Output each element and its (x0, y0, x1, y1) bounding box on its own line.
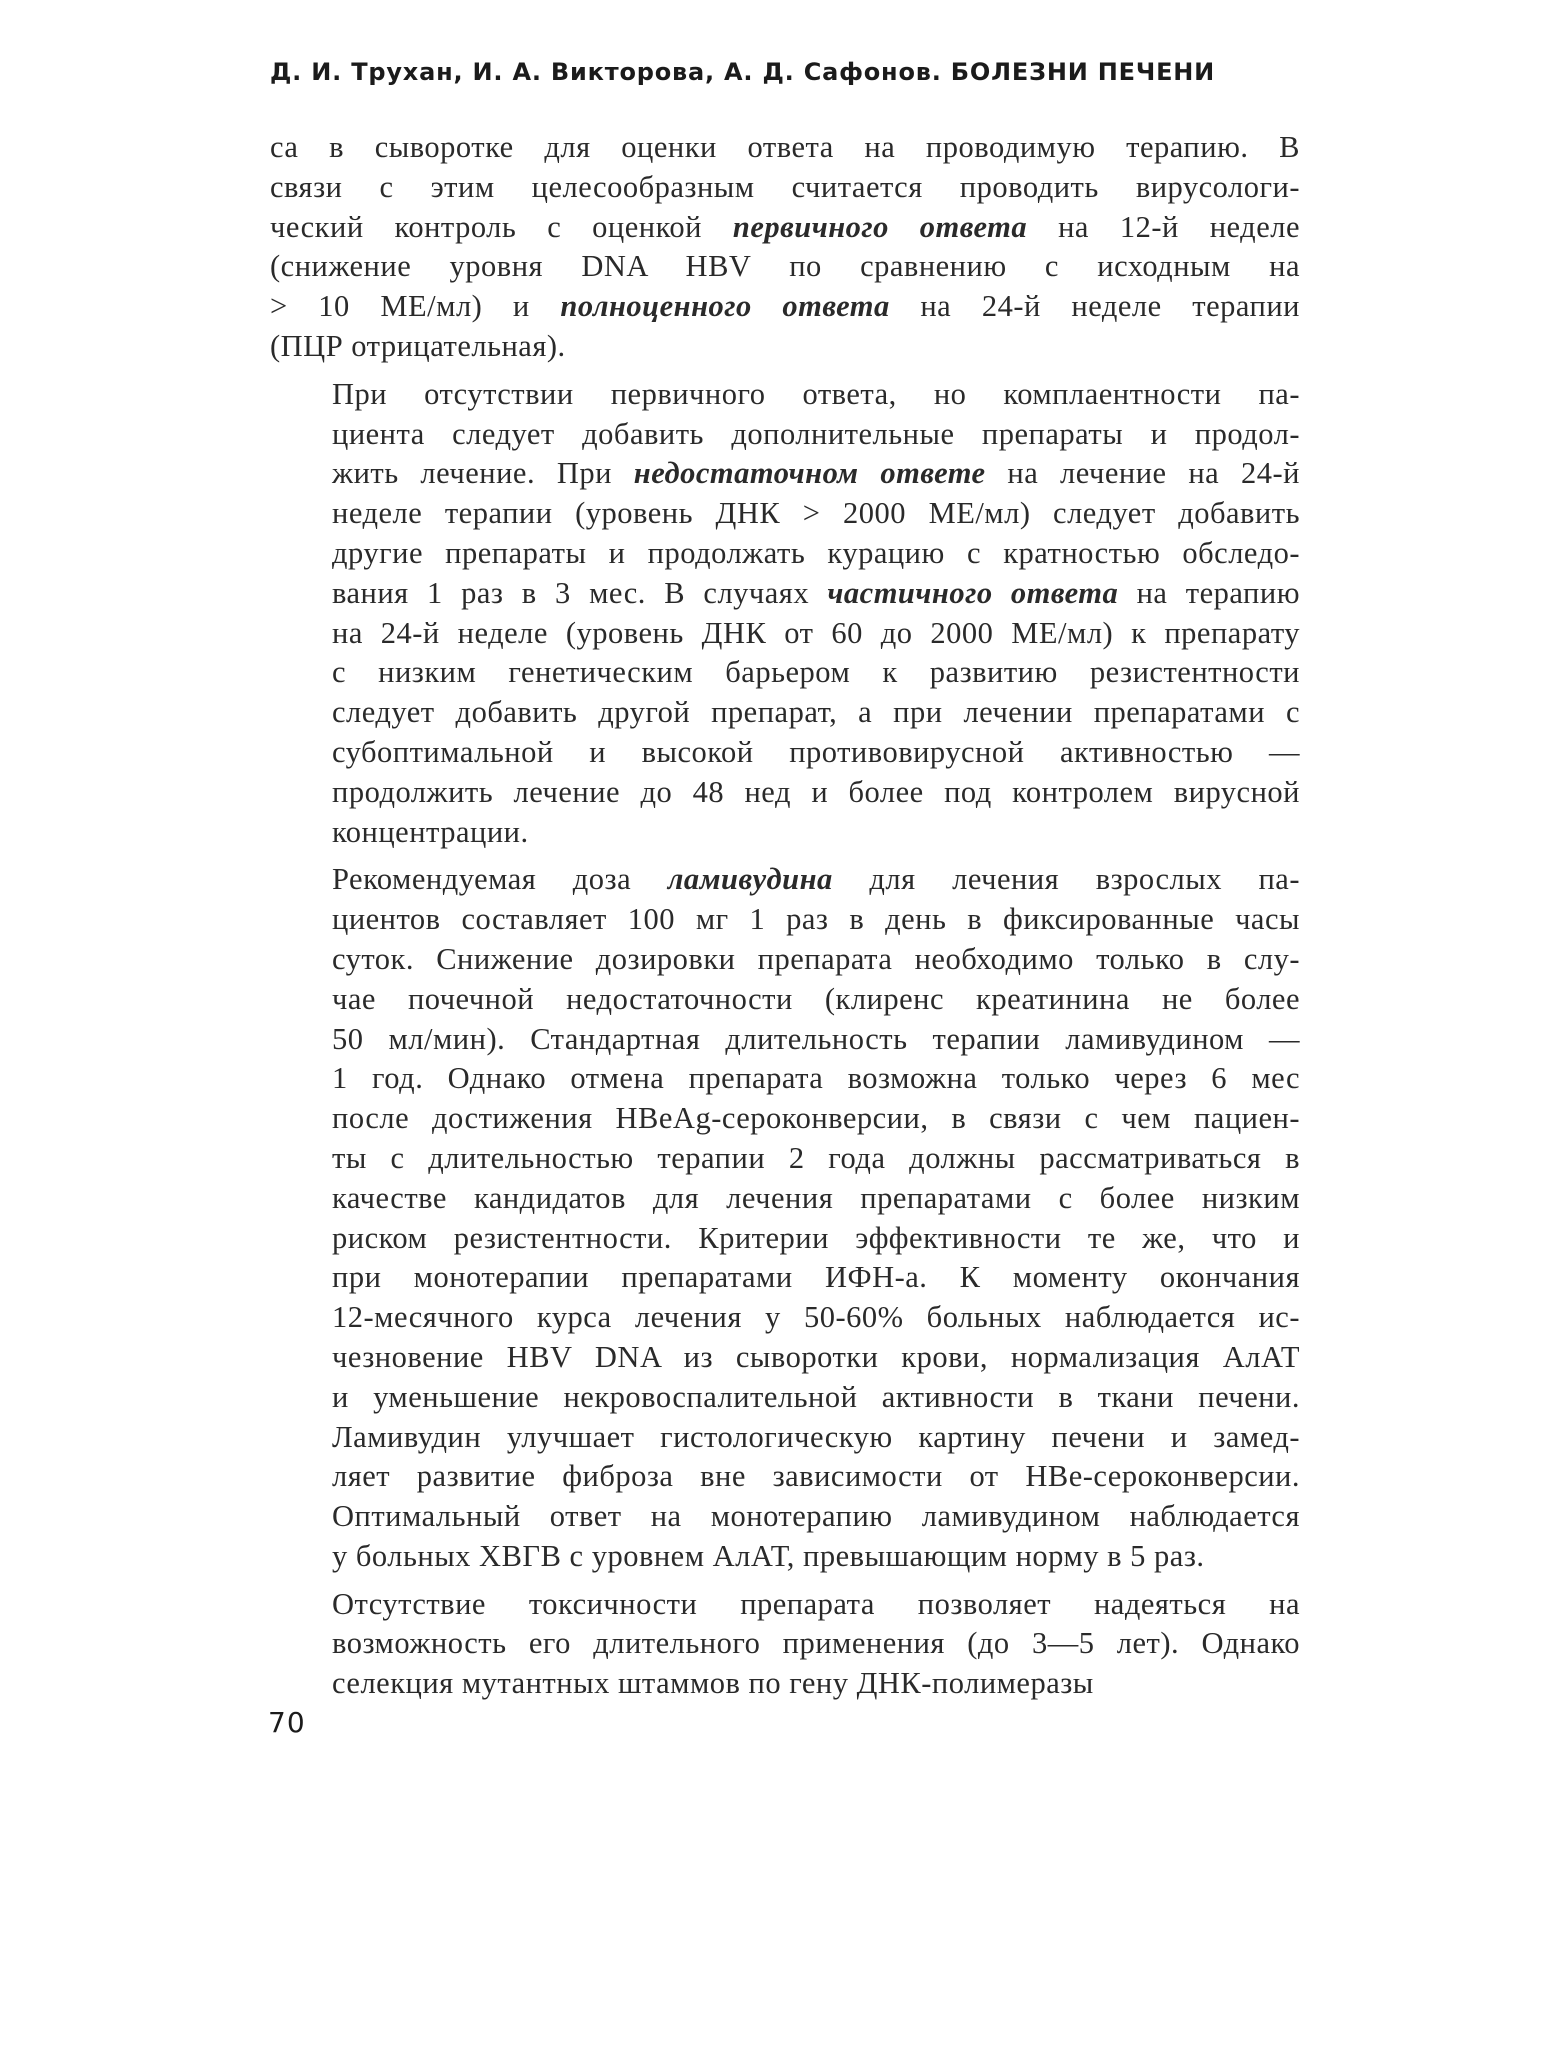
text-run: циентов составляет 100 мг 1 раз в день в фиксированные часы (332, 902, 1300, 937)
text-line (270, 287, 1300, 327)
text-run: на 24-й неделе (уровень ДНК от 60 до 2000 МЕ/мл) к препарату (332, 615, 1300, 650)
text-line (270, 940, 1300, 980)
text-line (270, 1378, 1300, 1418)
text-run: качестве кандидатов для лечения препаратами с более низким (332, 1180, 1300, 1215)
emphasized-term: частичного ответа (827, 575, 1119, 610)
emphasized-term: полноценного ответа (560, 289, 890, 324)
emphasized-term: недостаточном ответе (633, 456, 986, 491)
emphasized-term: первичного ответа (732, 209, 1028, 244)
text-run: субоптимальной и высокой противовирусной активностью — (332, 734, 1300, 769)
text-line (270, 1418, 1300, 1458)
text-line (270, 1585, 1300, 1625)
text-run: Рекомендуемая доза (332, 862, 668, 897)
text-line (270, 900, 1300, 940)
text-line (270, 773, 1300, 813)
text-run: после достижения HBeAg-сероконверсии, в связи с чем пациен- (332, 1101, 1300, 1136)
page-number: 70 (268, 1706, 306, 1739)
paragraph (270, 860, 1300, 1576)
text-line (270, 1099, 1300, 1139)
text-run: жить лечение. При (332, 456, 634, 491)
text-run: на 12-й неделе (1027, 209, 1300, 244)
paragraph (270, 128, 1300, 367)
text-run: для лечения взрослых па- (832, 862, 1300, 897)
text-line (270, 208, 1300, 248)
paragraph (270, 375, 1300, 853)
text-run: 50 мл/мин). Стандартная длительность терапии ламивудином — (332, 1021, 1300, 1056)
text-run: возможность его длительного применения (до 3—5 лет). Однако (332, 1626, 1300, 1661)
text-run: связи с этим целесообразным считается проводить вирусологи- (270, 169, 1300, 204)
text-line (270, 1457, 1300, 1497)
text-run: Оптимальный ответ на монотерапию ламивудином наблюдается (332, 1499, 1300, 1534)
text-run: ты с длительностью терапии 2 года должны рассматриваться в (332, 1140, 1300, 1175)
text-line (270, 574, 1300, 614)
text-run: при монотерапии препаратами ИФН-а. К моменту окончания (332, 1260, 1300, 1295)
text-run: риском резистентности. Критерии эффективности те же, что и (332, 1220, 1300, 1255)
text-line (270, 813, 1300, 853)
text-line (270, 494, 1300, 534)
text-run: на 24-й неделе терапии (889, 289, 1300, 324)
text-run: Отсутствие токсичности препарата позволяет надеяться на (332, 1586, 1300, 1621)
text-run: селекция мутантных штаммов по гену ДНК-полимеразы (332, 1666, 1094, 1701)
text-line (270, 1059, 1300, 1099)
text-run: неделе терапии (уровень ДНК > 2000 МЕ/мл) следует добавить (332, 496, 1300, 531)
text-run: у больных ХВГВ с уровнем АлАТ, превышающим норму в 5 раз. (332, 1538, 1205, 1573)
text-run: и уменьшение некровоспалительной активности в ткани печени. (332, 1379, 1300, 1414)
paragraph (270, 1585, 1300, 1704)
text-line (270, 1624, 1300, 1664)
text-line (270, 1179, 1300, 1219)
text-line (270, 534, 1300, 574)
text-run: концентрации. (332, 814, 529, 849)
text-line (270, 247, 1300, 287)
text-line (270, 454, 1300, 494)
emphasized-term: ламивудина (667, 862, 833, 897)
text-line (270, 375, 1300, 415)
text-run: продолжить лечение до 48 нед и более под контролем вирусной (332, 774, 1300, 809)
text-run: чае почечной недостаточности (клиренс креатинина не более (332, 981, 1300, 1016)
text-run: (снижение уровня DNA HBV по сравнению с исходным на (270, 249, 1300, 284)
text-line (270, 1338, 1300, 1378)
text-line (270, 1497, 1300, 1537)
text-run: на терапию (1118, 575, 1300, 610)
text-line (270, 733, 1300, 773)
text-run: с низким генетическим барьером к развитию резистентности (332, 655, 1300, 690)
text-line (270, 1537, 1300, 1577)
text-run: циента следует добавить дополнительные препараты и продол- (332, 416, 1300, 451)
text-run: > 10 МЕ/мл) и (270, 289, 561, 324)
text-run: суток. Снижение дозировки препарата необходимо только в слу- (332, 941, 1300, 976)
text-run: Ламивудин улучшает гистологическую картину печени и замед- (332, 1419, 1300, 1454)
text-run: на лечение на 24-й (985, 456, 1300, 491)
text-line (270, 1664, 1300, 1704)
text-run: следует добавить другой препарат, а при лечении препаратами с (332, 695, 1300, 730)
text-line (270, 128, 1300, 168)
text-run: 12-месячного курса лечения у 50-60% больных наблюдается ис- (332, 1300, 1300, 1335)
text-line (270, 327, 1300, 367)
text-run: При отсутствии первичного ответа, но комплаентности па- (332, 376, 1300, 411)
text-line (270, 614, 1300, 654)
text-run: ляет развитие фиброза вне зависимости от НВе-сероконверсии. (332, 1459, 1300, 1494)
text-line (270, 1020, 1300, 1060)
text-run: чезновение HBV DNA из сыворотки крови, нормализация АлАТ (332, 1339, 1300, 1374)
text-line (270, 1258, 1300, 1298)
text-line (270, 980, 1300, 1020)
text-line (270, 415, 1300, 455)
text-run: вания 1 раз в 3 мес. В случаях (332, 575, 828, 610)
text-run: ческий контроль с оценкой (270, 209, 733, 244)
text-run: (ПЦР отрицательная). (270, 328, 566, 363)
running-header: Д. И. Трухан, И. А. Викторова, А. Д. Сафонов. БОЛЕЗНИ ПЕЧЕНИ (270, 58, 1216, 86)
body-text (270, 128, 1300, 1704)
text-line (270, 653, 1300, 693)
text-run: другие препараты и продолжать курацию с кратностью обследо- (332, 535, 1300, 570)
text-line (270, 693, 1300, 733)
text-run: 1 год. Однако отмена препарата возможна только через 6 мес (332, 1061, 1300, 1096)
text-run: са в сыворотке для оценки ответа на проводимую терапию. В (270, 130, 1300, 164)
text-line (270, 860, 1300, 900)
text-line (270, 1219, 1300, 1259)
text-line (270, 1298, 1300, 1338)
text-line (270, 1139, 1300, 1179)
text-line (270, 168, 1300, 208)
